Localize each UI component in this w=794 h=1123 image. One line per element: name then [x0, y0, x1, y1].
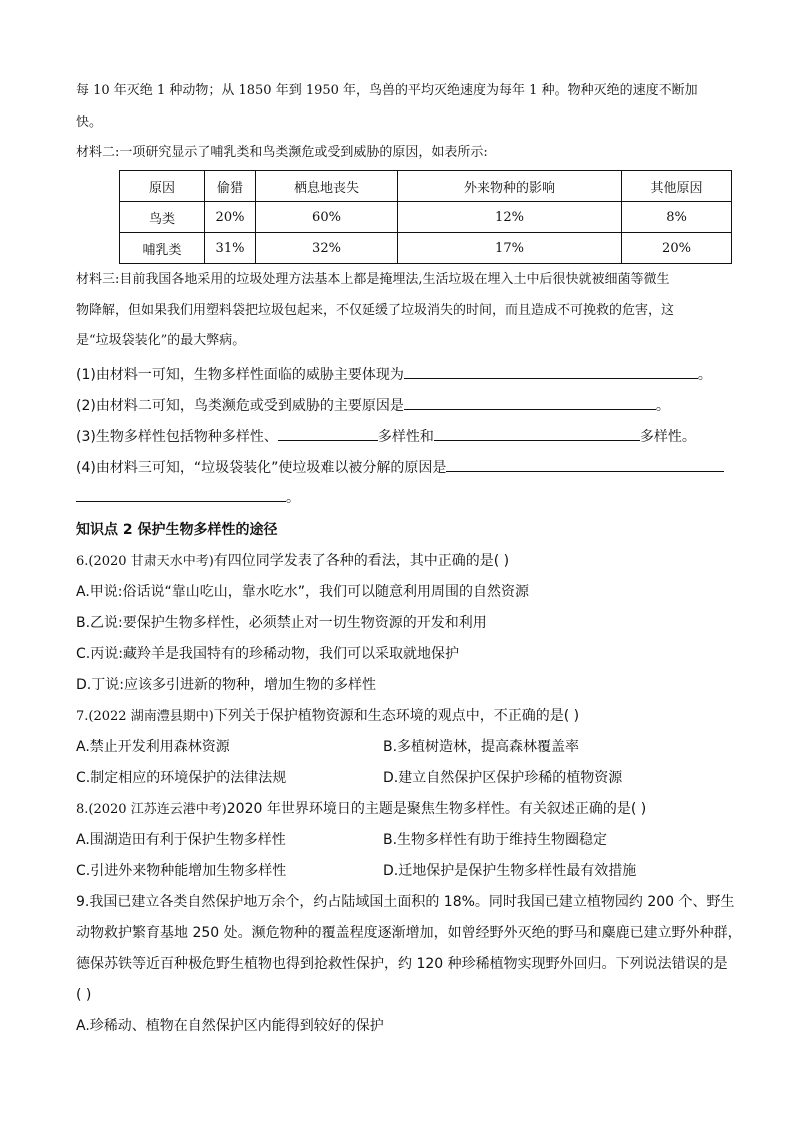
table-cell: 鸟类 — [120, 202, 205, 233]
option-d[interactable]: D.迁地保护是保护生物多样性最有效措施 — [383, 863, 637, 879]
table-header-cell: 外来物种的影响 — [398, 171, 622, 202]
question-4-end: 。 — [286, 490, 300, 506]
section-title: 知识点 2 保护生物多样性的途径 — [76, 522, 278, 538]
answer-blank[interactable] — [278, 426, 378, 441]
answer-blank[interactable] — [404, 364, 698, 379]
option-a[interactable]: A.珍稀动、植物在自然保护区内能得到较好的保护 — [76, 1018, 384, 1034]
question-2-end: 。 — [655, 398, 670, 414]
option-a[interactable]: A.甲说:俗话说“靠山吃山，靠水吃水”，我们可以随意利用周围的自然资源 — [76, 584, 530, 600]
table-cell: 17% — [398, 233, 622, 264]
option-c[interactable]: C.引进外来物种能增加生物多样性 — [76, 863, 287, 879]
question-1 — [76, 364, 712, 385]
question-2-text: (2)由材料二可知，鸟类濒危或受到威胁的主要原因是 — [76, 398, 404, 414]
table-cell: 12% — [398, 202, 622, 233]
table-header-cell: 原因 — [120, 171, 205, 202]
question-8-source: 8.(2020 江苏连云港中考) — [76, 802, 227, 817]
table-cell: 20% — [622, 233, 732, 264]
table-cell: 60% — [256, 202, 398, 233]
option-b[interactable]: B.多植树造林，提高森林覆盖率 — [383, 739, 580, 755]
option-b[interactable]: B.生物多样性有助于维持生物圈稳定 — [383, 832, 608, 848]
table-header-row — [120, 171, 732, 202]
question-9-line-2: 动物救护繁育基地 250 处。濒危物种的覆盖程度逐渐增加，如曾经野外灭绝的野马和麋鹿已建立野外种群， — [76, 925, 742, 941]
table-header-cell: 其他原因 — [622, 171, 732, 202]
material3-line-1: 材料三:目前我国各地采用的垃圾处理方法基本上都是掩埋法,生活垃圾在埋入土中后很快就被细菌等微生 — [76, 272, 670, 287]
answer-blank[interactable] — [404, 395, 656, 410]
question-3-text-c: 多样性。 — [639, 429, 696, 445]
intro-line-2: 快。 — [76, 115, 103, 130]
question-7-text: 下列关于保护植物资源和生态环境的观点中，不正确的是( ) — [213, 708, 580, 724]
table-cell: 8% — [622, 202, 732, 233]
material2-text: 材料二:一项研究显示了哺乳类和鸟类濒危或受到威胁的原因，如表所示: — [76, 145, 488, 160]
question-4-continuation — [76, 487, 300, 508]
table-cell: 20% — [205, 202, 256, 233]
material3-line-3: 是“垃圾袋装化”的最大弊病。 — [76, 333, 246, 348]
question-8-stem — [76, 799, 646, 820]
question-7-source: 7.(2022 湖南澧县期中) — [76, 709, 214, 724]
option-a[interactable]: A.禁止开发利用森林资源 — [76, 739, 230, 755]
question-7-stem — [76, 706, 579, 727]
answer-blank[interactable] — [446, 457, 724, 472]
table-cell: 32% — [256, 233, 398, 264]
question-3 — [76, 426, 696, 447]
option-d[interactable]: D.丁说:应该多引进新的物种，增加生物的多样性 — [76, 677, 376, 693]
table-cell: 哺乳类 — [120, 233, 205, 264]
material3-line-2: 物降解，但如果我们用塑料袋把垃圾包起来，不仅延缓了垃圾消失的时间，而且造成不可挽救的危害，这 — [76, 303, 675, 318]
table-row — [120, 233, 732, 264]
option-c[interactable]: C.制定相应的环境保护的法律法规 — [76, 770, 287, 786]
question-1-text: (1)由材料一可知，生物多样性面临的威胁主要体现为 — [76, 367, 404, 383]
causes-table — [119, 170, 732, 264]
question-2 — [76, 395, 670, 416]
question-6-text: 有四位同学发表了各种的看法，其中正确的是( ) — [213, 553, 510, 569]
answer-blank[interactable] — [434, 426, 640, 441]
question-9-line-1: 9.我国已建立各类自然保护地万余个，约占陆域国土面积的 18%。同时我国已建立植物园约 200 个、野生 — [76, 894, 735, 910]
question-3-text-b: 多样性和 — [377, 429, 434, 445]
question-1-end: 。 — [697, 367, 712, 383]
question-4 — [76, 457, 724, 478]
table-header-cell: 栖息地丧失 — [256, 171, 398, 202]
question-9-line-3: 德保苏铁等近百种极危野生植物也得到抢救性保护，约 120 种珍稀植物实现野外回归。下列说法错误的是 — [76, 956, 728, 972]
table-row — [120, 202, 732, 233]
option-b[interactable]: B.乙说:要保护生物多样性，必须禁止对一切生物资源的开发和利用 — [76, 615, 487, 631]
question-3-text-a: (3)生物多样性包括物种多样性、 — [76, 429, 278, 445]
question-4-text: (4)由材料三可知，“垃圾袋装化”使垃圾难以被分解的原因是 — [76, 460, 447, 476]
question-6-stem — [76, 551, 509, 572]
question-8-text: 2020 年世界环境日的主题是聚焦生物多样性。有关叙述正确的是( ) — [226, 801, 647, 817]
answer-blank[interactable] — [76, 487, 286, 502]
option-d[interactable]: D.建立自然保护区保护珍稀的植物资源 — [383, 770, 623, 786]
option-a[interactable]: A.围湖造田有利于保护生物多样性 — [76, 832, 286, 848]
question-6-source: 6.(2020 甘肃天水中考) — [76, 554, 214, 569]
option-c[interactable]: C.丙说:藏羚羊是我国特有的珍稀动物，我们可以采取就地保护 — [76, 646, 459, 662]
question-9-line-4: ( ) — [76, 987, 92, 1003]
table-cell: 31% — [205, 233, 256, 264]
table-header-cell: 偷猎 — [205, 171, 256, 202]
intro-line-1: 每 10 年灭绝 1 种动物；从 1850 年到 1950 年，鸟兽的平均灭绝速度为每年 1 种。物种灭绝的速度不断加 — [76, 83, 698, 98]
